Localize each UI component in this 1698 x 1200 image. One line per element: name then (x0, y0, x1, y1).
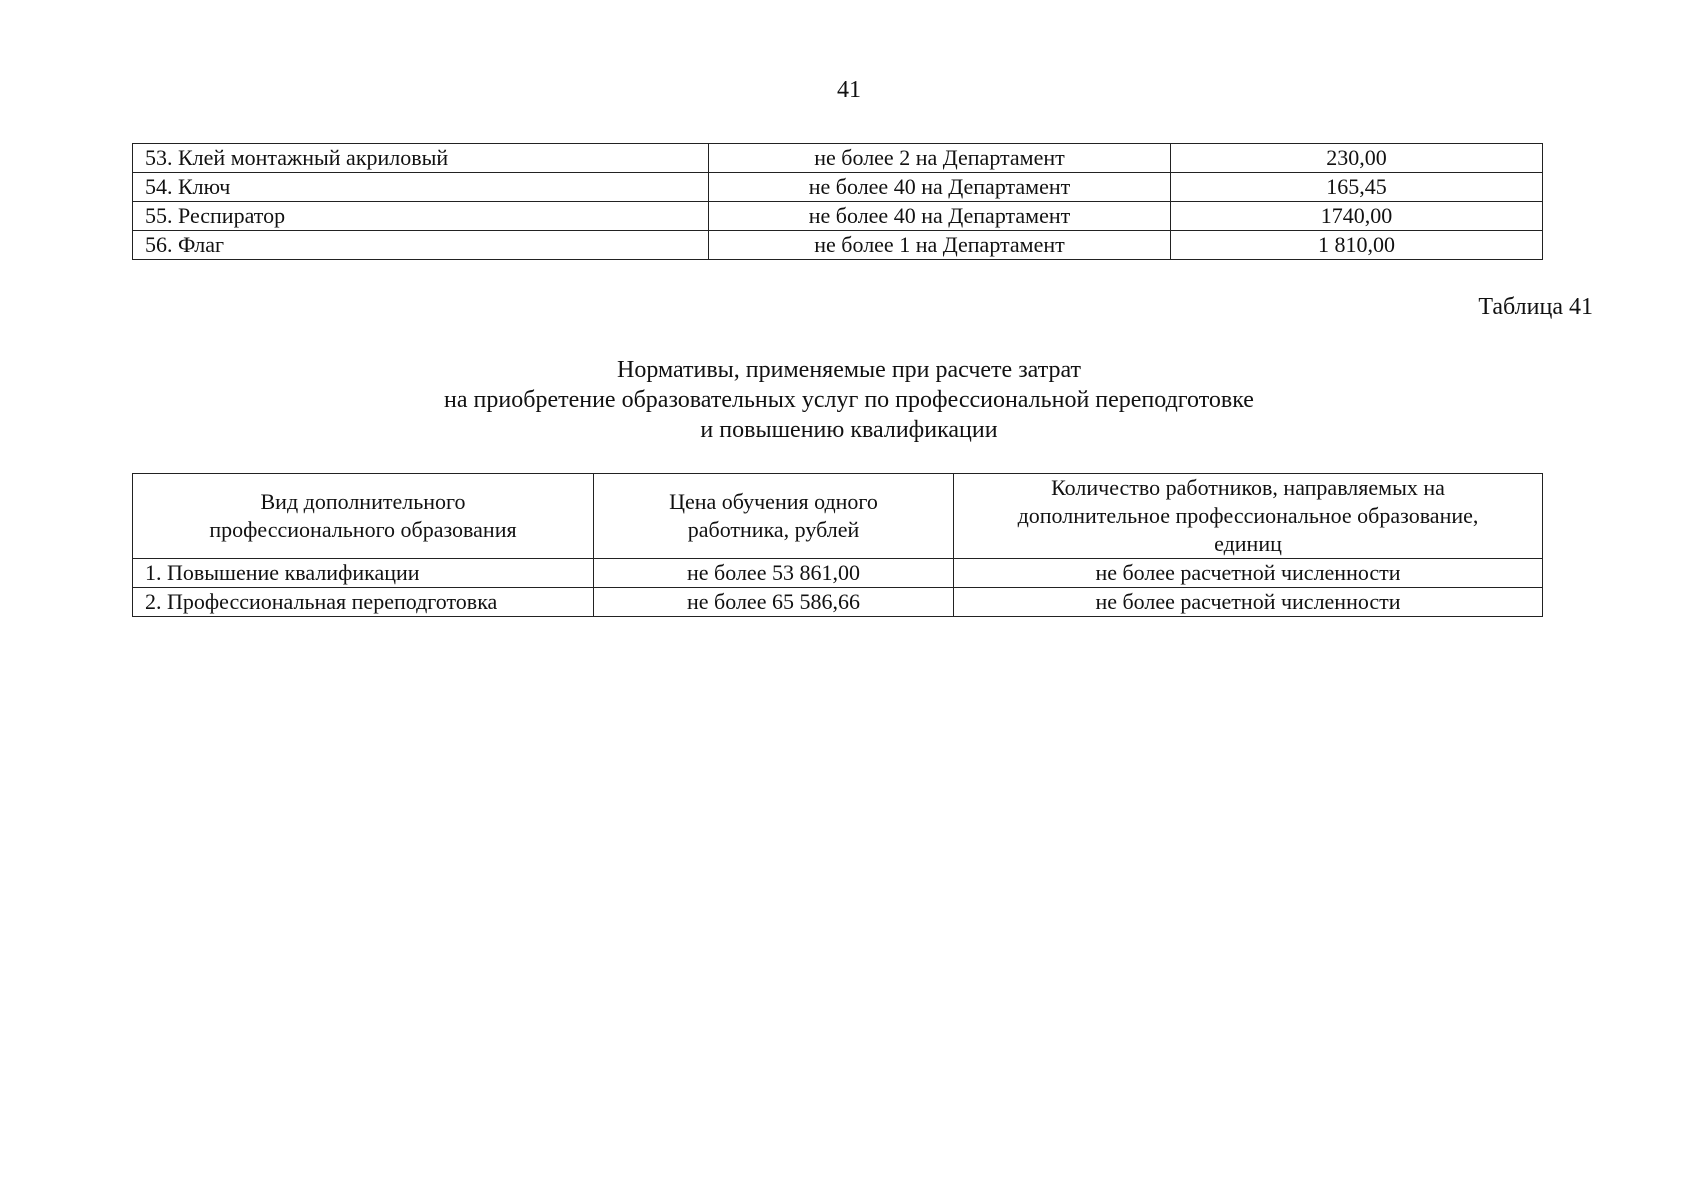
item-name-cell: 56. Флаг (133, 231, 709, 260)
training-norms-table (132, 473, 1543, 617)
page-number: 41 (837, 77, 861, 103)
column-header-count (954, 474, 1543, 559)
item-name-cell: 53. Клей монтажный акриловый (133, 144, 709, 173)
table-title-line: на приобретение образовательных услуг по профессиональной переподготовке (444, 387, 1254, 413)
column-header-label: Вид дополнительного профессионального образования (209, 489, 517, 542)
table-row (133, 144, 1543, 173)
item-name-cell: 55. Респиратор (133, 202, 709, 231)
education-kind-cell: 2. Профессиональная переподготовка (133, 588, 594, 617)
table-header-row (133, 474, 1543, 559)
table-title (0, 355, 1698, 445)
table-row (133, 588, 1543, 617)
item-price-cell: 1740,00 (1171, 202, 1543, 231)
table-title-line: Нормативы, применяемые при расчете затрат (616, 357, 1082, 383)
education-count-cell: не более расчетной численности (954, 559, 1543, 588)
column-header-cost (594, 474, 954, 559)
education-cost-cell: не более 53 861,00 (594, 559, 954, 588)
item-limit-cell: не более 40 на Департамент (709, 202, 1171, 231)
table-row (133, 231, 1543, 260)
table-row (133, 173, 1543, 202)
education-kind-cell: 1. Повышение квалификации (133, 559, 594, 588)
item-price-cell: 1 810,00 (1171, 231, 1543, 260)
table-title-line: и повышению квалификации (700, 417, 998, 443)
item-price-cell: 230,00 (1171, 144, 1543, 173)
table-row (133, 202, 1543, 231)
items-table (132, 143, 1543, 260)
column-header-label: Цена обучения одного работника, рублей (669, 489, 878, 542)
table-row (133, 559, 1543, 588)
education-count-cell: не более расчетной численности (954, 588, 1543, 617)
education-cost-cell: не более 65 586,66 (594, 588, 954, 617)
item-limit-cell: не более 2 на Департамент (709, 144, 1171, 173)
item-limit-cell: не более 40 на Департамент (709, 173, 1171, 202)
column-header-kind (133, 474, 594, 559)
column-header-label: Количество работников, направляемых на дополнительное профессиональное образование, единиц (1017, 475, 1479, 556)
item-limit-cell: не более 1 на Департамент (709, 231, 1171, 260)
item-price-cell: 165,45 (1171, 173, 1543, 202)
table-caption: Таблица 41 (1478, 294, 1593, 320)
item-name-cell: 54. Ключ (133, 173, 709, 202)
